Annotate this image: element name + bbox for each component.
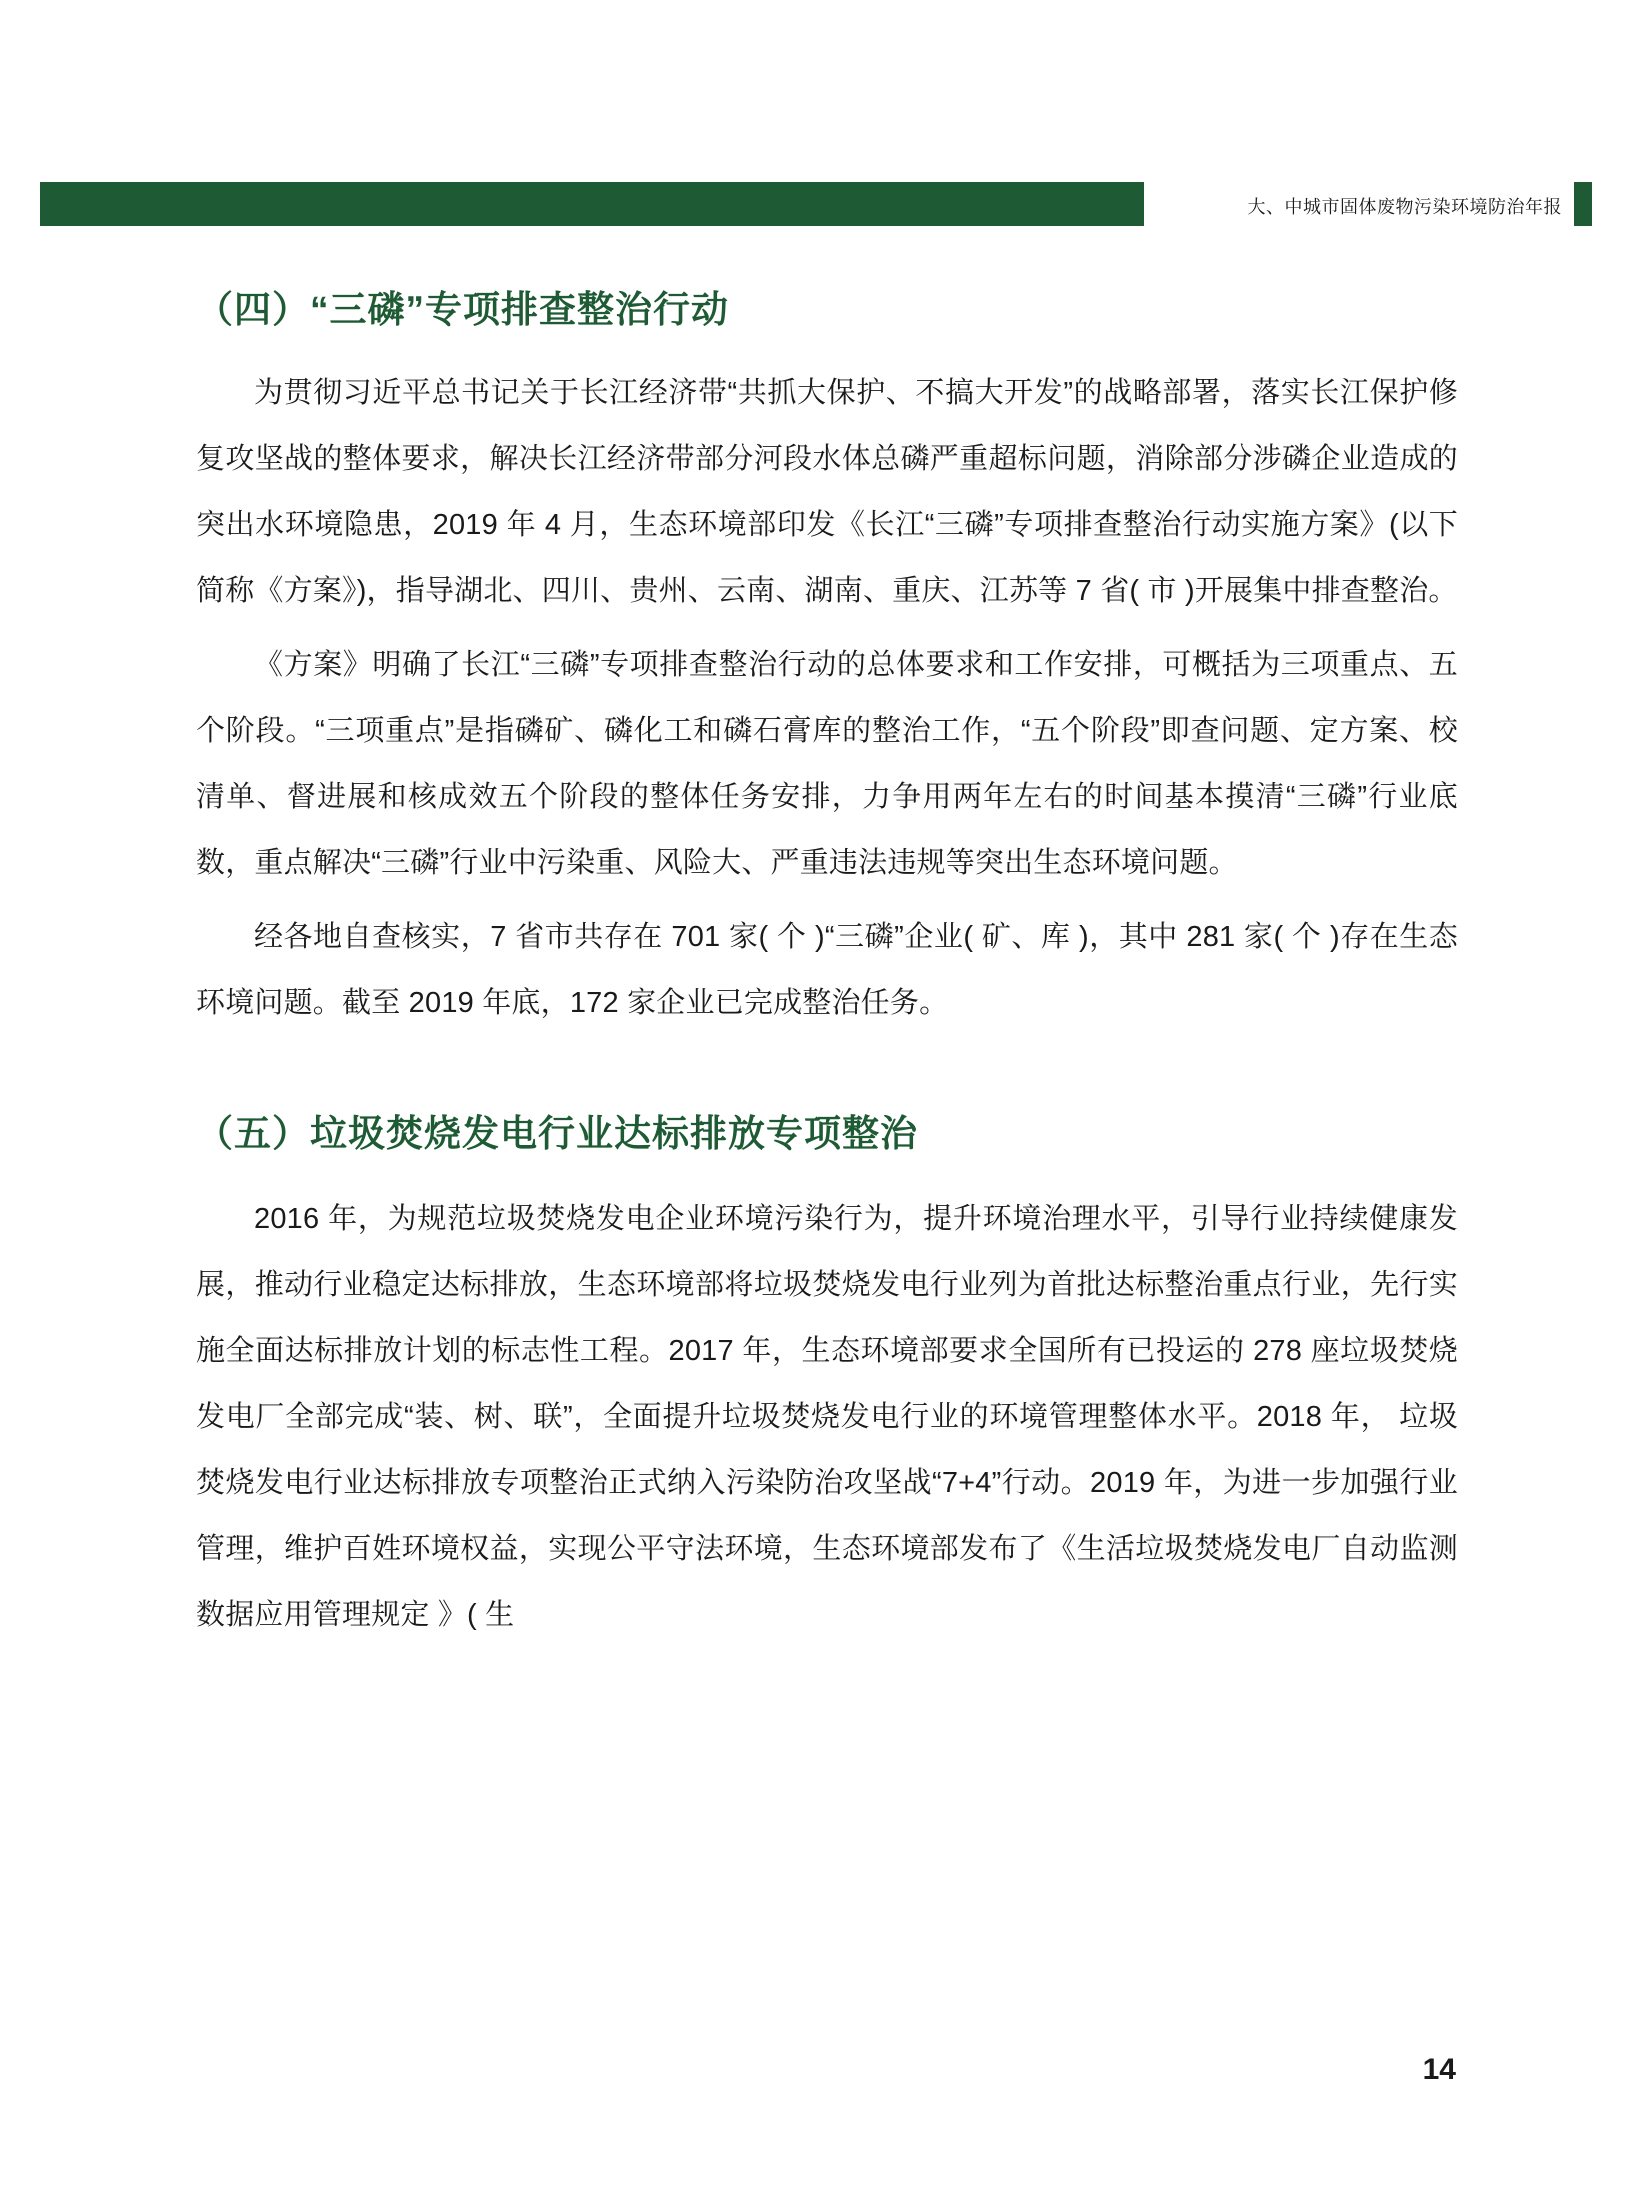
page-content xyxy=(196,286,1458,1656)
section-heading-five: （五）垃圾焚烧发电行业达标排放专项整治 xyxy=(196,1113,918,1155)
paragraph: 《方案》明确了长江“三磷”专项排查整治行动的总体要求和工作安排，可概括为三项重点、五个阶段。“三项重点”是指磷矿、磷化工和磷石膏库的整治工作，“五个阶段”即查问题、定方案、校清单、督进展和核成效五个阶段的整体任务安排，力争用两年左右的时间基本摸清“三磷”行业底数，重点解决“三磷”行业中污染重、风险大、严重违法违规等突出生态环境问题。 xyxy=(196,649,1458,880)
paragraph: 2016 年，为规范垃圾焚烧发电企业环境污染行为，提升环境治理水平，引导行业持续健康发展，推动行业稳定达标排放，生态环境部将垃圾焚烧发电行业列为首批达标整治重点行业，先行实施全面达标排放计划的标志性工程。2017 年，生态环境部要求全国所有已投运的 278 座垃圾焚烧发电厂全部完成“装、树、联”，全面提升垃圾焚烧发电行业的环境管理整体水平。2018 年， 垃圾焚烧发电行业达标排放专项整治正式纳入污染防治攻坚战“7+4”行动。2019 年，为进一步加强行业管理，维护百姓环境权益，实现公平守法环境，生态环境部发布了《生活垃圾焚烧发电厂自动监测数据应用管理规定 》( 生 xyxy=(196,1203,1458,1632)
running-title: 大、中城市固体废物污染环境防治年报 xyxy=(1247,197,1562,217)
section-heading-four: （四）“三磷”专项排查整治行动 xyxy=(196,289,729,330)
paragraph: 经各地自查核实，7 省市共存在 701 家( 个 )“三磷”企业( 矿、库 )，其中 281 家( 个 )存在生态环境问题。截至 2019 年底，172 家企业已完成整治任务。 xyxy=(196,921,1458,1020)
page-header xyxy=(40,182,1592,226)
paragraph: 为贯彻习近平总书记关于长江经济带“共抓大保护、不搞大开发”的战略部署，落实长江保护修复攻坚战的整体要求，解决长江经济带部分河段水体总磷严重超标问题，消除部分涉磷企业造成的突出水环境隐患，2019 年 4 月，生态环境部印发《长江“三磷”专项排查整治行动实施方案》(以下简称《方案》)，指导湖北、四川、贵州、云南、湖南、重庆、江苏等 7 省( 市 )开展集中排查整治。 xyxy=(196,377,1458,608)
page-number: 14 xyxy=(1422,2053,1456,2086)
